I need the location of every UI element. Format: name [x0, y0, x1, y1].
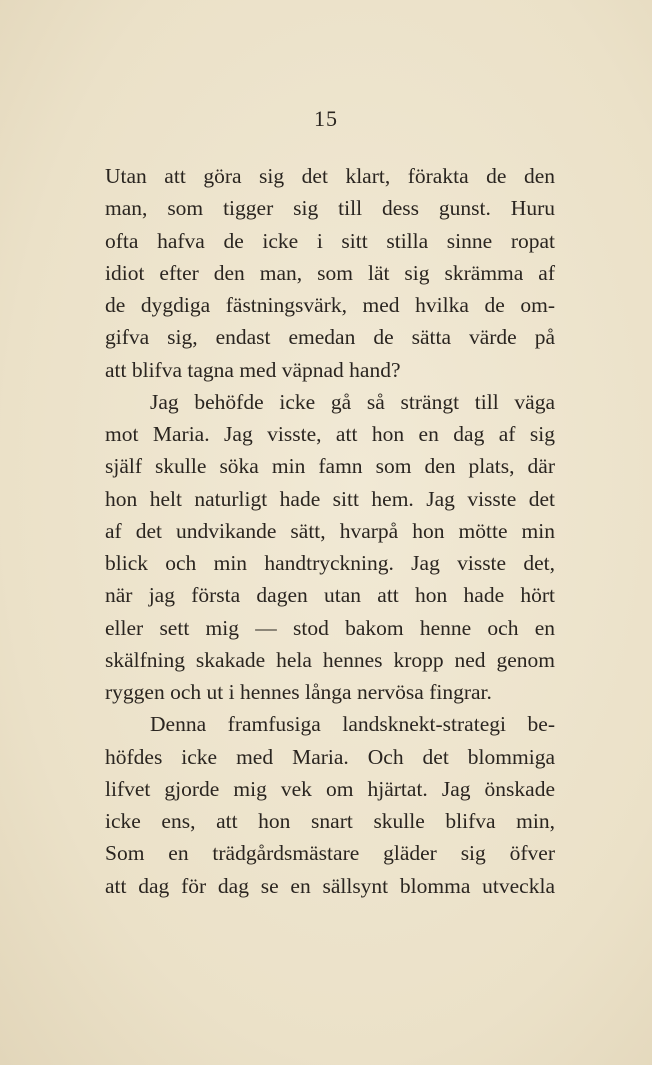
text-line: icke ens, att hon snart skulle blifva min,	[105, 809, 555, 833]
text-line: att dag för dag se en sällsynt blomma utveckla	[105, 873, 555, 898]
text-line: eller sett mig — stod bakom henne och en	[105, 615, 555, 640]
text-line: Som en trädgårdsmästare gläder sig öfver	[105, 841, 555, 866]
text-line: Utan att göra sig det klart, förakta de den	[105, 164, 555, 188]
text-line: idiot efter den man, som lät sig skrämma af	[105, 260, 555, 285]
text-line: att blifva tagna med väpnad hand?	[105, 357, 401, 382]
text-line: de dygdiga fästningsvärk, med hvilka de om-	[105, 293, 555, 317]
page-number: 15	[314, 106, 338, 131]
body-text	[105, 160, 555, 902]
text-line: ryggen och ut i hennes långa nervösa fingrar.	[105, 680, 492, 704]
text-line: Jag behöfde icke gå så strängt till väga	[150, 389, 555, 414]
text-line: gifva sig, endast emedan de sätta värde på	[105, 325, 555, 350]
text-line: när jag första dagen utan att hon hade hört	[105, 583, 555, 608]
text-line: blick och min handtryckning. Jag visste det,	[105, 551, 555, 575]
text-line: mot Maria. Jag visste, att hon en dag af sig	[105, 422, 555, 446]
text-line: hon helt naturligt hade sitt hem. Jag visste det	[105, 486, 555, 511]
text-line: man, som tigger sig till dess gunst. Huru	[105, 196, 555, 221]
text-line: skälfning skakade hela hennes kropp ned genom	[105, 647, 555, 672]
text-line: själf skulle söka min famn som den plats, där	[105, 454, 555, 479]
text-line: af det undvikande sätt, hvarpå hon mötte min	[105, 518, 555, 543]
text-line: höfdes icke med Maria. Och det blommiga	[105, 744, 555, 769]
text-line: ofta hafva de icke i sitt stilla sinne ropat	[105, 228, 555, 253]
text-line: lifvet gjorde mig vek om hjärtat. Jag önskade	[105, 776, 555, 801]
text-line: Denna framfusiga landsknekt-strategi be-	[150, 712, 555, 737]
